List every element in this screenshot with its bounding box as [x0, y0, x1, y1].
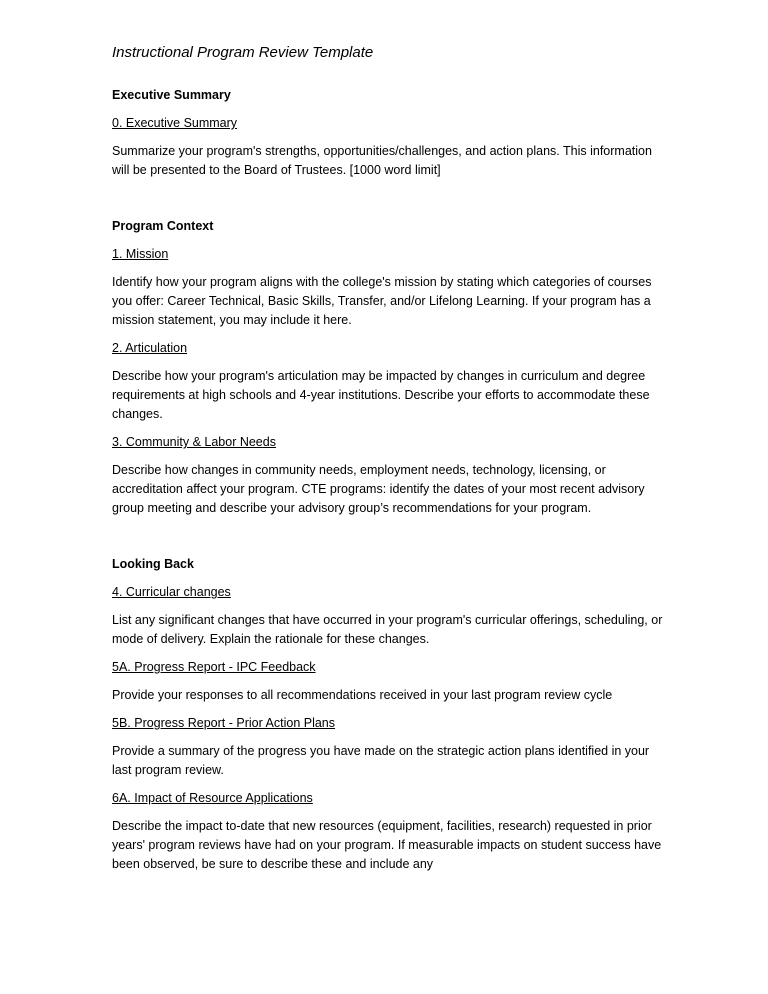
document-body — [112, 86, 668, 874]
item-text-mission: Identify how your program aligns with the college's mission by stating which categories of courses you offer: Career Technical, Basic Skills, Transfer, and/or Lifelong Learning. If your program has a mission statement, you may include it here. — [112, 275, 652, 327]
item-text-prior-action-plans: Provide a summary of the progress you have made on the strategic action plans identified in your last program review. — [112, 744, 650, 777]
item-heading-resource-applications: 6A. Impact of Resource Applications — [112, 791, 313, 805]
item-text-executive-summary: Summarize your program's strengths, opportunities/challenges, and action plans. This information will be presented to the Board of Trustees. [1000 word limit] — [112, 144, 652, 177]
item-text-community-labor-needs: Describe how changes in community needs, employment needs, technology, licensing, or accreditation affect your program. CTE programs: identify the dates of your most recent advisory group meeting and describe your advisory group’s recommendations for your program. — [112, 463, 645, 515]
item-heading-curricular-changes: 4. Curricular changes — [112, 585, 231, 599]
item-heading-community-labor-needs: 3. Community & Labor Needs — [112, 435, 276, 449]
item-heading-ipc-feedback: 5A. Progress Report - IPC Feedback — [112, 660, 316, 674]
item-heading-articulation: 2. Articulation — [112, 341, 188, 355]
item-text-articulation: Describe how your program's articulation may be impacted by changes in curriculum and degree requirements at high schools and 4-year institutions. Describe your efforts to accommodate these changes. — [112, 369, 650, 421]
item-heading-mission: 1. Mission — [112, 247, 169, 261]
section-title-looking-back: Looking Back — [112, 557, 194, 571]
item-heading-prior-action-plans: 5B. Progress Report - Prior Action Plans — [112, 716, 336, 730]
item-text-curricular-changes: List any significant changes that have occurred in your program's curricular offerings, scheduling, or mode of delivery. Explain the rationale for these changes. — [112, 613, 663, 646]
item-text-ipc-feedback: Provide your responses to all recommendations received in your last program review cycle — [112, 688, 613, 702]
page-header: Instructional Program Review Template — [112, 44, 374, 61]
item-text-resource-applications: Describe the impact to-date that new resources (equipment, facilities, research) requested in prior years' program reviews have had on your program. If measurable impacts on student success have been observed, be sure to describe these and include any — [112, 819, 662, 871]
section-title-program-context: Program Context — [112, 219, 214, 233]
section-title-executive-summary: Executive Summary — [112, 88, 231, 102]
item-heading-executive-summary: 0. Executive Summary — [112, 116, 238, 130]
